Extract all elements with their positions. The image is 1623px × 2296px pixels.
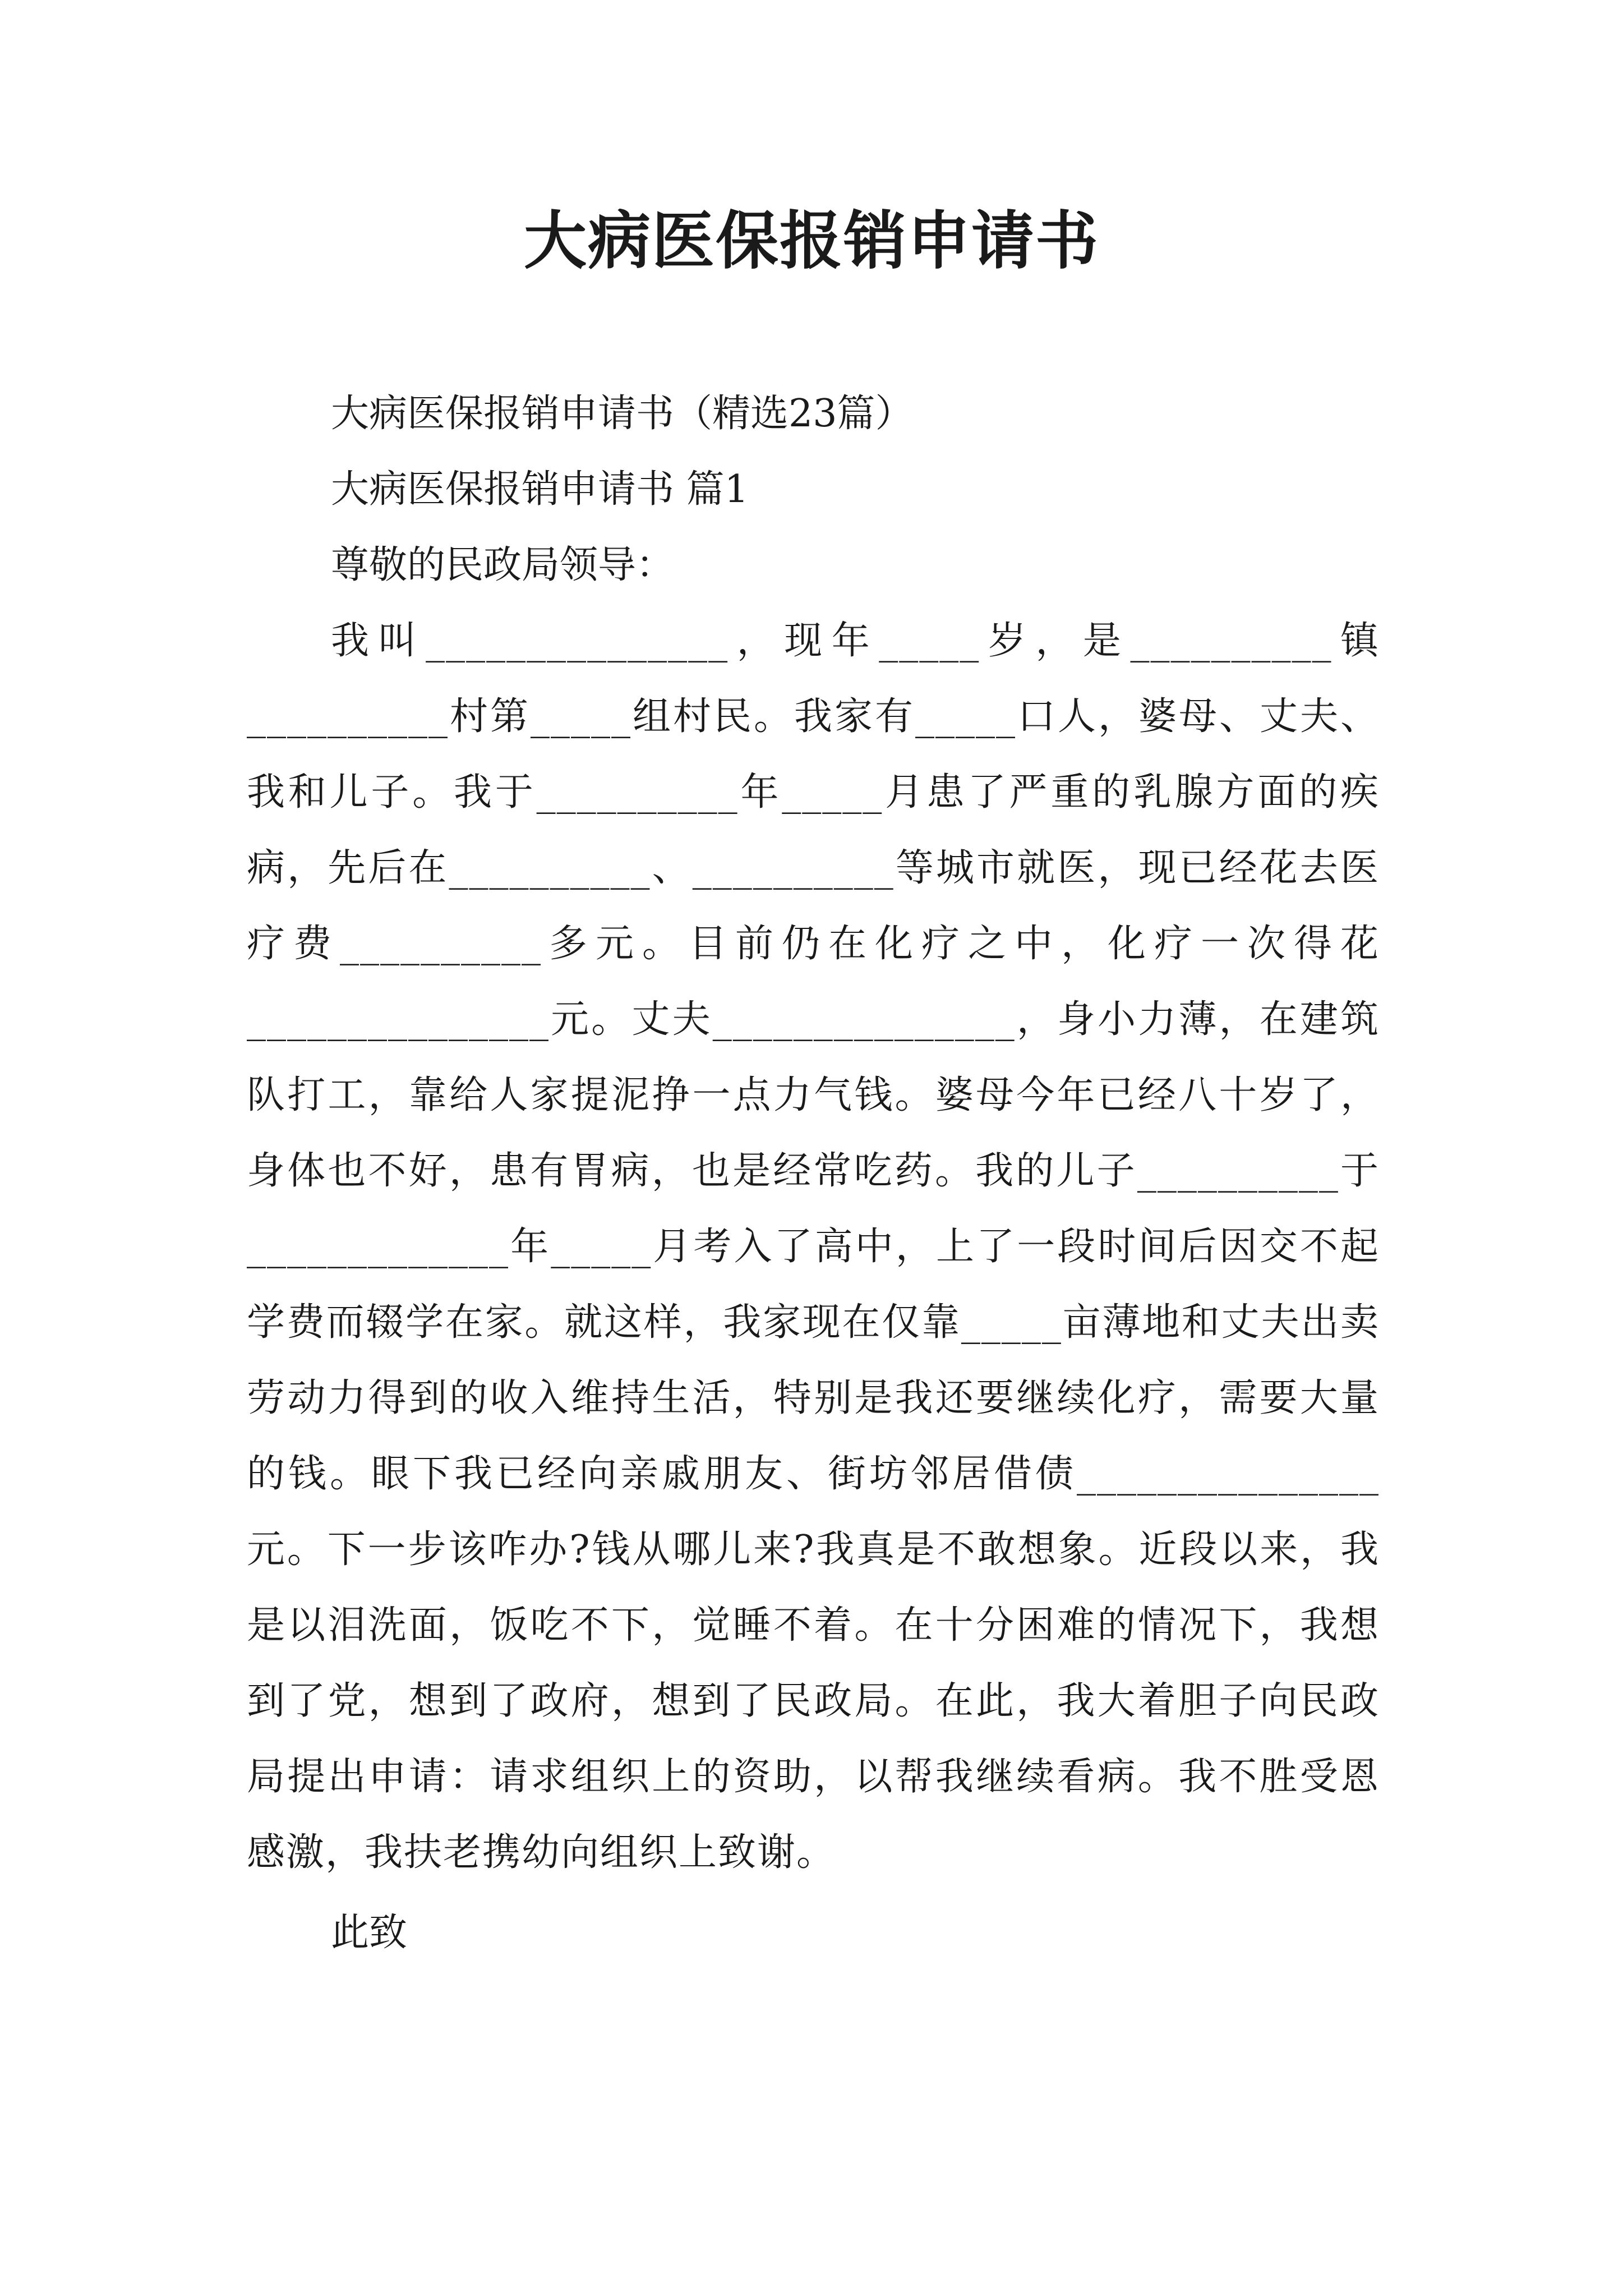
section-heading: 大病医保报销申请书 篇1	[331, 467, 749, 512]
document-content	[247, 376, 1380, 1971]
body-paragraph: 我叫_______________，现年_____岁，是__________镇__________村第_____组村民。我家有_____口人，婆母、丈夫、我和儿子。我于__________年_____月患了严重的乳腺方面的疾病，先后在__________、__________等城市就医，现已经花去医疗费__________多元。目前仍在化疗之中，化疗一次得花_______________元。丈夫_______________，身小力薄，在建筑队打工，靠给人家提泥挣一点力气钱。婆母今年已经八十岁了，身体也不好，患有胃病，也是经常吃药。我的儿子__________于_____________年_____月考入了高中，上了一段时间后因交不起学费而辍学在家。就这样，我家现在仅靠_____亩薄地和丈夫出卖劳动力得到的收入维持生活，特别是我还要继续化疗，需要大量的钱。眼下我已经向亲戚朋友、街坊邻居借债_______________元。下一步该咋办?钱从哪儿来?我真是不敢想象。近段以来，我是以泪洗面，饭吃不下，觉睡不着。在十分困难的情况下，我想到了党，想到了政府，想到了民政局。在此，我大着胆子向民政局提出申请：请求组织上的资助，以帮我继续看病。我不胜受恩感激，我扶老携幼向组织上致谢。	[247, 619, 1380, 1875]
salutation: 尊敬的民政局领导：	[331, 543, 675, 587]
document-subtitle: 大病医保报销申请书（精选23篇）	[331, 392, 914, 436]
closing-text: 此致	[331, 1911, 408, 1955]
document-title: 大病医保报销申请书	[524, 205, 1099, 278]
